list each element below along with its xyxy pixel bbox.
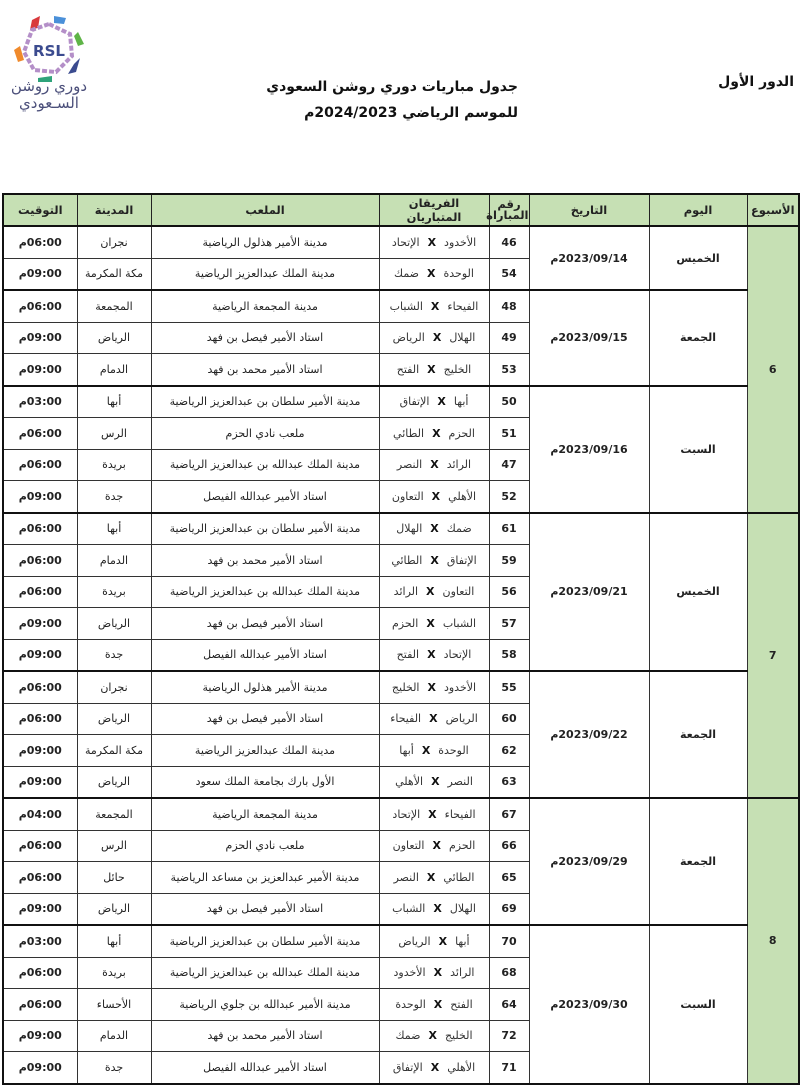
versus-mark: X bbox=[427, 362, 436, 376]
stadium-cell: استاد الأمير محمد بن فهد bbox=[151, 545, 379, 577]
match-number: 67 bbox=[489, 798, 529, 830]
versus-mark: X bbox=[433, 902, 442, 916]
teams-cell bbox=[379, 354, 489, 386]
col-city: المدينة bbox=[77, 194, 151, 226]
stadium-cell: مدينة الأمير هذلول الرياضية bbox=[151, 671, 379, 703]
city-cell: بريدة bbox=[77, 576, 151, 608]
time-cell bbox=[3, 989, 77, 1021]
away-team: أبها bbox=[399, 743, 414, 757]
match-number: 66 bbox=[489, 830, 529, 862]
time-value: 09:00م bbox=[18, 331, 62, 345]
match-number: 68 bbox=[489, 957, 529, 989]
city-cell: الرياض bbox=[77, 703, 151, 735]
city-cell: الرس bbox=[77, 830, 151, 862]
home-team: الرائد bbox=[446, 458, 472, 472]
city-cell: جدة bbox=[77, 481, 151, 513]
stadium-cell: استاد الأمير عبدالله الفيصل bbox=[151, 639, 379, 671]
match-number: 54 bbox=[489, 258, 529, 290]
schedule-table bbox=[2, 193, 800, 1085]
time-value: 09:00م bbox=[18, 648, 62, 662]
col-stadium: الملعب bbox=[151, 194, 379, 226]
match-number: 69 bbox=[489, 893, 529, 925]
versus-mark: X bbox=[427, 648, 436, 662]
time-cell bbox=[3, 671, 77, 703]
away-team: الوحدة bbox=[395, 997, 426, 1011]
stadium-cell: مدينة الأمير عبدالله بن جلوي الرياضية bbox=[151, 989, 379, 1021]
col-day: اليوم bbox=[649, 194, 747, 226]
time-cell bbox=[3, 639, 77, 671]
date-cell: 2023/09/14م bbox=[529, 226, 649, 290]
home-team: أبها bbox=[453, 395, 469, 409]
home-team: الوحدة bbox=[438, 743, 469, 757]
teams-cell bbox=[379, 989, 489, 1021]
versus-mark: X bbox=[428, 807, 437, 821]
time-value: 06:00م bbox=[18, 585, 62, 599]
time-value: 09:00م bbox=[18, 1029, 62, 1043]
home-team: الحزم bbox=[448, 839, 476, 853]
stadium-cell: استاد الأمير محمد بن فهد bbox=[151, 354, 379, 386]
city-cell: أبها bbox=[77, 925, 151, 957]
match-number: 70 bbox=[489, 925, 529, 957]
time-value: 09:00م bbox=[18, 489, 62, 503]
home-team: الرياض bbox=[445, 712, 478, 726]
teams-cell bbox=[379, 258, 489, 290]
stadium-cell: استاد الأمير فيصل بن فهد bbox=[151, 703, 379, 735]
stadium-cell: مدينة الملك عبدالعزيز الرياضية bbox=[151, 258, 379, 290]
away-team: الطائي bbox=[393, 426, 425, 440]
time-cell bbox=[3, 766, 77, 798]
home-team: الأهلي bbox=[448, 489, 477, 503]
time-cell bbox=[3, 608, 77, 640]
home-team: الطائي bbox=[443, 870, 475, 884]
table-row bbox=[3, 798, 799, 830]
home-team: الخليج bbox=[443, 362, 472, 376]
day-cell: السبت bbox=[649, 925, 747, 1084]
time-value: 06:00م bbox=[18, 712, 62, 726]
city-cell: الدمام bbox=[77, 354, 151, 386]
logo-caption bbox=[8, 78, 90, 112]
match-number: 49 bbox=[489, 322, 529, 354]
day-cell: الجمعة bbox=[649, 798, 747, 925]
teams-cell bbox=[379, 290, 489, 322]
teams-cell bbox=[379, 893, 489, 925]
title-line2: للموسم الرياضي 2024/2023م bbox=[304, 105, 518, 121]
city-cell: مكة المكرمة bbox=[77, 258, 151, 290]
teams-cell bbox=[379, 418, 489, 450]
logo-caption-line2: السـعودي bbox=[19, 94, 79, 112]
col-match-no: رقم المباراة bbox=[489, 194, 529, 226]
col-time: التوقيت bbox=[3, 194, 77, 226]
home-team: الشباب bbox=[442, 616, 477, 630]
time-cell bbox=[3, 576, 77, 608]
stadium-cell: مدينة الأمير هذلول الرياضية bbox=[151, 226, 379, 258]
stadium-cell: مدينة الأمير سلطان بن عبدالعزيز الرياضية bbox=[151, 386, 379, 418]
rsl-emblem-icon bbox=[8, 14, 90, 84]
teams-cell bbox=[379, 481, 489, 513]
home-team: الرائد bbox=[450, 966, 475, 980]
versus-mark: X bbox=[430, 522, 439, 536]
versus-mark: X bbox=[426, 616, 435, 630]
title-line1: جدول مباريات دوري روشن السعودي bbox=[266, 79, 518, 95]
versus-mark: X bbox=[428, 1029, 437, 1043]
day-cell: الجمعة bbox=[649, 290, 747, 386]
city-cell: الرياض bbox=[77, 893, 151, 925]
col-teams: الفريقان المتباريان bbox=[379, 194, 489, 226]
away-team: الهلال bbox=[396, 522, 423, 536]
away-team: الرائد bbox=[393, 585, 419, 599]
away-team: الإتحاد bbox=[391, 235, 420, 249]
versus-mark: X bbox=[430, 1060, 440, 1074]
time-cell bbox=[3, 226, 77, 258]
city-cell: نجران bbox=[77, 226, 151, 258]
city-cell: جدة bbox=[77, 1052, 151, 1084]
away-team: التعاون bbox=[392, 839, 425, 853]
versus-mark: X bbox=[430, 458, 439, 472]
home-team: الفتح bbox=[450, 997, 473, 1011]
page-title bbox=[266, 74, 518, 126]
match-number: 50 bbox=[489, 386, 529, 418]
time-value: 06:00م bbox=[18, 522, 62, 536]
col-date: التاريخ bbox=[529, 194, 649, 226]
versus-mark: X bbox=[432, 331, 442, 345]
match-number: 72 bbox=[489, 1020, 529, 1052]
versus-mark: X bbox=[433, 997, 443, 1011]
versus-mark: X bbox=[438, 934, 448, 948]
home-team: الأهلي bbox=[447, 1060, 476, 1074]
stadium-cell: استاد الأمير فيصل بن فهد bbox=[151, 893, 379, 925]
match-number: 52 bbox=[489, 481, 529, 513]
teams-cell bbox=[379, 1052, 489, 1084]
teams-cell bbox=[379, 1020, 489, 1052]
logo-caption-line1: دوري روشن bbox=[10, 77, 88, 95]
versus-mark: X bbox=[421, 743, 431, 757]
time-value: 06:00م bbox=[18, 839, 62, 853]
match-number: 64 bbox=[489, 989, 529, 1021]
versus-mark: X bbox=[432, 426, 441, 440]
away-team: الفتح bbox=[396, 648, 420, 662]
stadium-cell: الأول بارك بجامعة الملك سعود bbox=[151, 766, 379, 798]
home-team: الأخدود bbox=[444, 235, 477, 249]
time-value: 06:00م bbox=[18, 458, 62, 472]
match-number: 62 bbox=[489, 735, 529, 767]
match-number: 65 bbox=[489, 862, 529, 894]
teams-cell bbox=[379, 322, 489, 354]
teams-cell bbox=[379, 671, 489, 703]
table-row bbox=[3, 226, 799, 258]
city-cell: الدمام bbox=[77, 1020, 151, 1052]
versus-mark: X bbox=[430, 299, 440, 313]
away-team: الشباب bbox=[389, 299, 423, 313]
versus-mark: X bbox=[432, 839, 441, 853]
time-cell bbox=[3, 703, 77, 735]
home-team: الإتحاد bbox=[443, 648, 472, 662]
match-number: 55 bbox=[489, 671, 529, 703]
home-team: النصر bbox=[447, 775, 473, 789]
stadium-cell: مدينة الأمير سلطان بن عبدالعزيز الرياضية bbox=[151, 513, 379, 545]
versus-mark: X bbox=[431, 775, 440, 789]
stadium-cell: استاد الأمير عبدالله الفيصل bbox=[151, 481, 379, 513]
round-label: الدور الأول bbox=[718, 74, 794, 90]
city-cell: الأحساء bbox=[77, 989, 151, 1021]
stadium-cell: استاد الأمير فيصل بن فهد bbox=[151, 322, 379, 354]
city-cell: الرياض bbox=[77, 766, 151, 798]
teams-cell bbox=[379, 798, 489, 830]
teams-cell bbox=[379, 766, 489, 798]
teams-cell bbox=[379, 386, 489, 418]
time-value: 09:00م bbox=[18, 902, 62, 916]
date-cell: 2023/09/29م bbox=[529, 798, 649, 925]
match-number: 60 bbox=[489, 703, 529, 735]
away-team: الحزم bbox=[391, 616, 419, 630]
home-team: الهلال bbox=[449, 902, 476, 916]
city-cell: الدمام bbox=[77, 545, 151, 577]
teams-cell bbox=[379, 608, 489, 640]
teams-cell bbox=[379, 957, 489, 989]
week-cell: 6 bbox=[747, 226, 799, 513]
stadium-cell: مدينة المجمعة الرياضية bbox=[151, 290, 379, 322]
teams-cell bbox=[379, 513, 489, 545]
time-value: 06:00م bbox=[18, 235, 62, 249]
teams-cell bbox=[379, 576, 489, 608]
away-team: الإتحاد bbox=[392, 807, 421, 821]
day-cell: الخميس bbox=[649, 513, 747, 672]
versus-mark: X bbox=[427, 235, 437, 249]
city-cell: أبها bbox=[77, 513, 151, 545]
day-cell: الجمعة bbox=[649, 671, 747, 798]
day-cell: السبت bbox=[649, 386, 747, 513]
city-cell: المجمعة bbox=[77, 290, 151, 322]
match-number: 57 bbox=[489, 608, 529, 640]
home-team: الهلال bbox=[449, 331, 476, 345]
city-cell: بريدة bbox=[77, 449, 151, 481]
versus-mark: X bbox=[431, 489, 441, 503]
match-number: 59 bbox=[489, 545, 529, 577]
stadium-cell: مدينة الملك عبدالله بن عبدالعزيز الرياضية bbox=[151, 957, 379, 989]
time-cell bbox=[3, 354, 77, 386]
time-cell bbox=[3, 1020, 77, 1052]
teams-cell bbox=[379, 449, 489, 481]
time-value: 09:00م bbox=[18, 775, 62, 789]
match-number: 56 bbox=[489, 576, 529, 608]
away-team: الرياض bbox=[398, 934, 431, 948]
stadium-cell: ملعب نادي الحزم bbox=[151, 830, 379, 862]
stadium-cell: استاد الأمير فيصل بن فهد bbox=[151, 608, 379, 640]
time-value: 09:00م bbox=[18, 267, 62, 281]
away-team: الشباب bbox=[392, 902, 426, 916]
home-team: التعاون bbox=[442, 585, 475, 599]
time-value: 06:00م bbox=[18, 553, 62, 567]
home-team: الفيحاء bbox=[444, 807, 476, 821]
table-row bbox=[3, 386, 799, 418]
col-week: الأسبوع bbox=[747, 194, 799, 226]
home-team: الفيحاء bbox=[447, 299, 479, 313]
match-number: 61 bbox=[489, 513, 529, 545]
city-cell: حائل bbox=[77, 862, 151, 894]
table-row bbox=[3, 671, 799, 703]
teams-cell bbox=[379, 639, 489, 671]
away-team: الفيحاء bbox=[390, 712, 422, 726]
time-value: 06:00م bbox=[18, 966, 62, 980]
date-cell: 2023/09/21م bbox=[529, 513, 649, 672]
teams-cell bbox=[379, 862, 489, 894]
match-number: 58 bbox=[489, 639, 529, 671]
week-cell: 7 bbox=[747, 513, 799, 799]
match-number: 53 bbox=[489, 354, 529, 386]
city-cell: نجران bbox=[77, 671, 151, 703]
time-value: 04:00م bbox=[18, 807, 62, 821]
stadium-cell: مدينة الملك عبدالله بن عبدالعزيز الرياضية bbox=[151, 449, 379, 481]
time-value: 06:00م bbox=[18, 299, 62, 313]
time-cell bbox=[3, 322, 77, 354]
versus-mark: X bbox=[426, 585, 435, 599]
teams-cell bbox=[379, 830, 489, 862]
time-value: 06:00م bbox=[18, 870, 62, 884]
time-value: 03:00م bbox=[18, 934, 62, 948]
versus-mark: X bbox=[427, 680, 436, 694]
versus-mark: X bbox=[433, 966, 443, 980]
svg-text:RSL: RSL bbox=[33, 42, 65, 60]
table-row bbox=[3, 513, 799, 545]
time-cell bbox=[3, 862, 77, 894]
week-cell: 8 bbox=[747, 798, 799, 1084]
versus-mark: X bbox=[426, 870, 436, 884]
city-cell: المجمعة bbox=[77, 798, 151, 830]
date-cell: 2023/09/22م bbox=[529, 671, 649, 798]
home-team: الأخدود bbox=[443, 680, 477, 694]
time-value: 09:00م bbox=[18, 362, 62, 376]
time-cell bbox=[3, 957, 77, 989]
time-cell bbox=[3, 830, 77, 862]
stadium-cell: استاد الأمير محمد بن فهد bbox=[151, 1020, 379, 1052]
time-cell bbox=[3, 290, 77, 322]
stadium-cell: مدينة الملك عبدالعزيز الرياضية bbox=[151, 735, 379, 767]
teams-cell bbox=[379, 925, 489, 957]
time-value: 06:00م bbox=[18, 997, 62, 1011]
city-cell: جدة bbox=[77, 639, 151, 671]
city-cell: بريدة bbox=[77, 957, 151, 989]
versus-mark: X bbox=[430, 553, 439, 567]
home-team: الوحدة bbox=[443, 267, 474, 281]
day-cell: الخميس bbox=[649, 226, 747, 290]
table-row bbox=[3, 290, 799, 322]
away-team: التعاون bbox=[391, 489, 424, 503]
time-value: 03:00م bbox=[18, 395, 62, 409]
home-team: الخليج bbox=[444, 1029, 473, 1043]
away-team: الإتفاق bbox=[399, 395, 430, 409]
time-cell bbox=[3, 449, 77, 481]
away-team: الأهلي bbox=[395, 775, 424, 789]
city-cell: الرياض bbox=[77, 322, 151, 354]
time-value: 06:00م bbox=[18, 426, 62, 440]
versus-mark: X bbox=[429, 712, 438, 726]
time-cell bbox=[3, 1052, 77, 1084]
time-cell bbox=[3, 258, 77, 290]
stadium-cell: ملعب نادي الحزم bbox=[151, 418, 379, 450]
table-header-row bbox=[3, 194, 799, 226]
time-cell bbox=[3, 798, 77, 830]
teams-cell bbox=[379, 545, 489, 577]
match-number: 47 bbox=[489, 449, 529, 481]
teams-cell bbox=[379, 735, 489, 767]
match-number: 48 bbox=[489, 290, 529, 322]
time-value: 09:00م bbox=[18, 743, 62, 757]
versus-mark: X bbox=[427, 267, 436, 281]
home-team: الحزم bbox=[448, 426, 475, 440]
table-row bbox=[3, 925, 799, 957]
match-number: 51 bbox=[489, 418, 529, 450]
city-cell: أبها bbox=[77, 386, 151, 418]
teams-cell bbox=[379, 226, 489, 258]
away-team: الأخدود bbox=[393, 966, 426, 980]
time-cell bbox=[3, 893, 77, 925]
away-team: الإتفاق bbox=[392, 1060, 423, 1074]
away-team: الفتح bbox=[396, 362, 420, 376]
away-team: النصر bbox=[396, 458, 423, 472]
match-number: 46 bbox=[489, 226, 529, 258]
city-cell: مكة المكرمة bbox=[77, 735, 151, 767]
date-cell: 2023/09/16م bbox=[529, 386, 649, 513]
stadium-cell: مدينة الملك عبدالله بن عبدالعزيز الرياضية bbox=[151, 576, 379, 608]
time-value: 09:00م bbox=[18, 616, 62, 630]
away-team: النصر bbox=[393, 870, 419, 884]
time-cell bbox=[3, 545, 77, 577]
away-team: ضمك bbox=[395, 1029, 421, 1043]
city-cell: الرس bbox=[77, 418, 151, 450]
versus-mark: X bbox=[437, 395, 446, 409]
time-cell bbox=[3, 386, 77, 418]
match-number: 71 bbox=[489, 1052, 529, 1084]
home-team: الإتفاق bbox=[446, 553, 477, 567]
stadium-cell: مدينة المجمعة الرياضية bbox=[151, 798, 379, 830]
date-cell: 2023/09/30م bbox=[529, 925, 649, 1084]
stadium-cell: مدينة الأمير سلطان بن عبدالعزيز الرياضية bbox=[151, 925, 379, 957]
match-number: 63 bbox=[489, 766, 529, 798]
time-value: 09:00م bbox=[18, 1060, 62, 1074]
time-value: 06:00م bbox=[18, 680, 62, 694]
time-cell bbox=[3, 418, 77, 450]
stadium-cell: مدينة الأمير عبدالعزيز بن مساعد الرياضية bbox=[151, 862, 379, 894]
time-cell bbox=[3, 481, 77, 513]
date-cell: 2023/09/15م bbox=[529, 290, 649, 386]
away-team: الرياض bbox=[392, 331, 425, 345]
away-team: الخليج bbox=[391, 680, 420, 694]
time-cell bbox=[3, 735, 77, 767]
time-cell bbox=[3, 513, 77, 545]
home-team: ضمك bbox=[446, 522, 472, 536]
city-cell: الرياض bbox=[77, 608, 151, 640]
stadium-cell: استاد الأمير عبدالله الفيصل bbox=[151, 1052, 379, 1084]
time-cell bbox=[3, 925, 77, 957]
home-team: أبها bbox=[455, 934, 470, 948]
away-team: ضمك bbox=[394, 267, 420, 281]
teams-cell bbox=[379, 703, 489, 735]
away-team: الطائي bbox=[391, 553, 423, 567]
